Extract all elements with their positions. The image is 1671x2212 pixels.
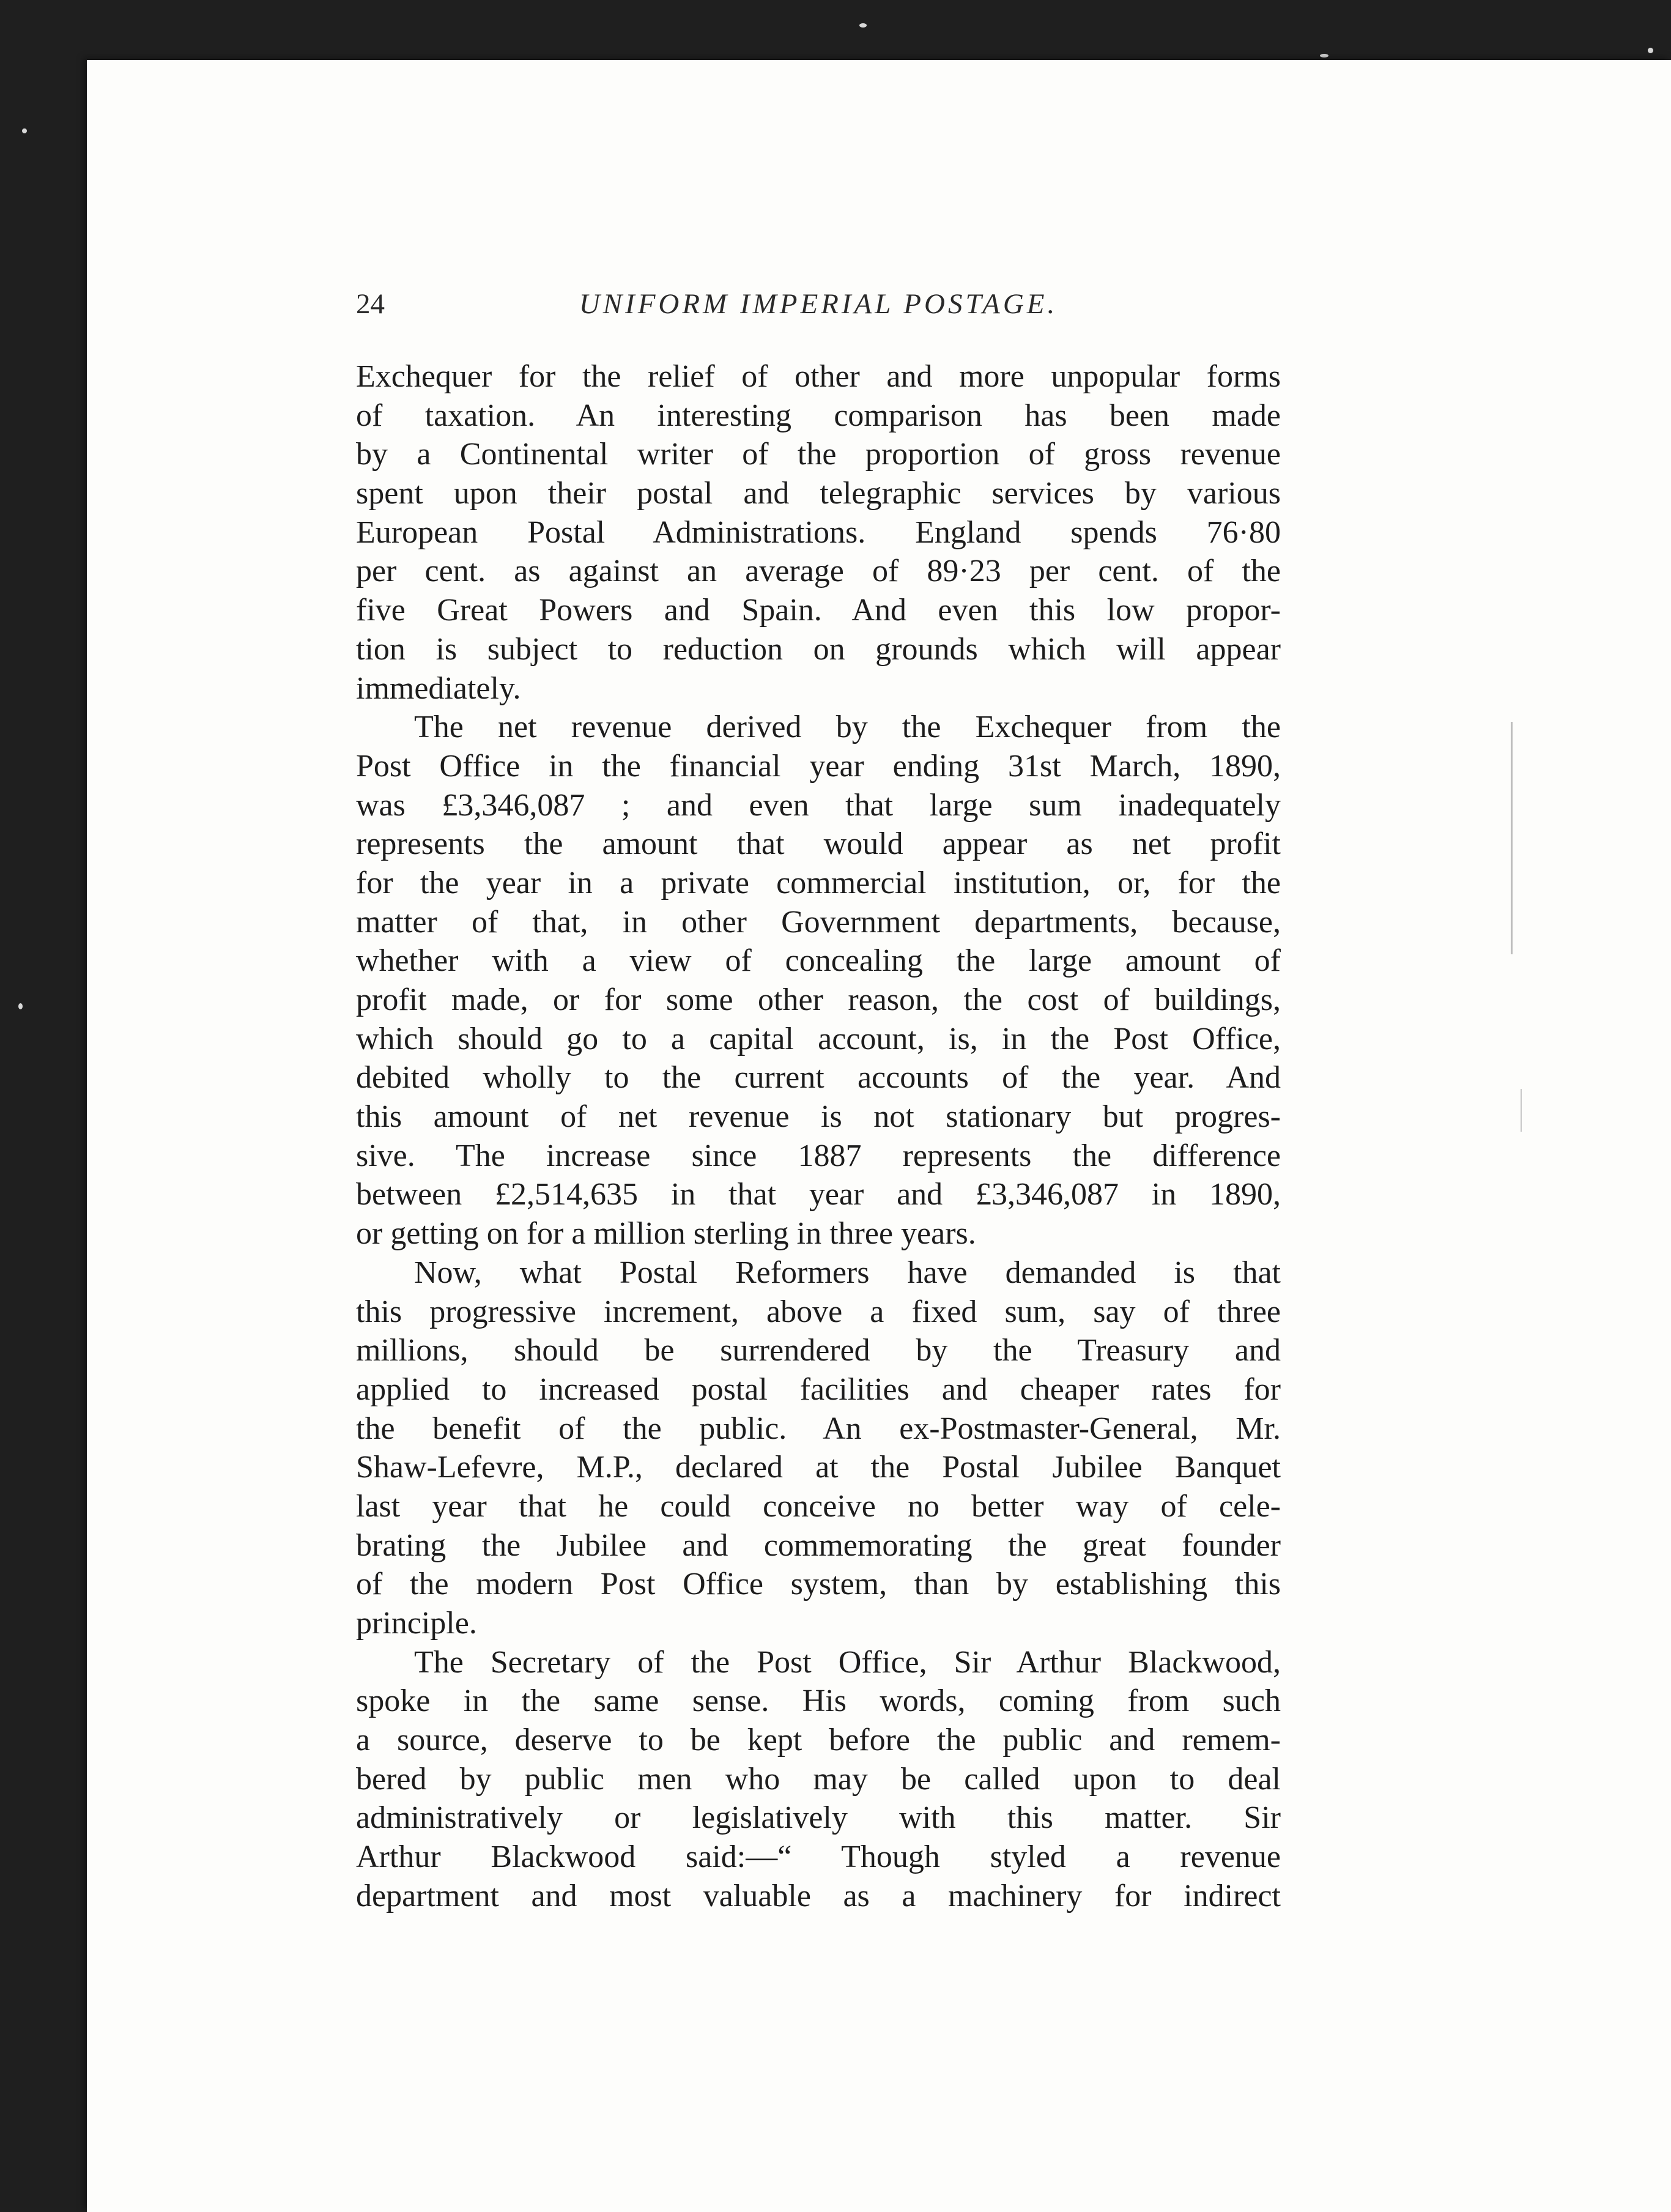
text-line: of taxation. An interesting comparison has been made: [356, 398, 1281, 433]
text-line: The net revenue derived by the Exchequer from the: [414, 710, 1281, 745]
text-line: represents the amount that would appear as net profit: [356, 826, 1281, 862]
text-line: which should go to a capital account, is, in the Post Office,: [356, 1021, 1281, 1056]
text-line: five Great Powers and Spain. And even this low propor-: [356, 593, 1281, 628]
text-line: department and most valuable as a machinery for indirect: [356, 1878, 1281, 1913]
text-line: bered by public men who may be called upon to deal: [356, 1761, 1281, 1797]
text-line: Shaw-Lefevre, M.P., declared at the Postal Jubilee Banquet: [356, 1450, 1281, 1485]
text-line: profit made, or for some other reason, the cost of buildings,: [356, 982, 1281, 1017]
dust-speck: [1320, 54, 1328, 58]
text-line: immediately.: [356, 670, 521, 706]
dust-speck: [1648, 48, 1653, 53]
text-line: debited wholly to the current accounts of the year. And: [356, 1060, 1281, 1096]
text-line: tion is subject to reduction on grounds which will appear: [356, 631, 1281, 667]
text-line: Post Office in the financial year ending 31st March, 1890,: [356, 748, 1281, 784]
text-line: by a Continental writer of the proportion of gross revenue: [356, 437, 1281, 472]
text-line: whether with a view of concealing the large amount of: [356, 943, 1281, 979]
running-head: [356, 288, 1281, 330]
body-text: [356, 357, 1281, 1916]
text-line: for the year in a private commercial institution, or, for the: [356, 865, 1281, 900]
text-line: sive. The increase since 1887 represents the difference: [356, 1138, 1281, 1173]
page-crease-mark: [1521, 1089, 1522, 1132]
text-line: administratively or legislatively with this matter. Sir: [356, 1800, 1281, 1836]
text-line: principle.: [356, 1606, 477, 1641]
text-line: or getting on for a million sterling in three years.: [356, 1216, 976, 1252]
text-line: this progressive increment, above a fixed sum, say of three: [356, 1294, 1281, 1329]
text-line: European Postal Administrations. England spends 76·80: [356, 514, 1281, 550]
text-line: millions, should be surrendered by the Treasury and: [356, 1333, 1281, 1368]
text-line: brating the Jubilee and commemorating the great founder: [356, 1527, 1281, 1563]
page-crease-mark: [1511, 722, 1513, 954]
dust-speck: [18, 1003, 23, 1009]
text-line: applied to increased postal facilities and cheaper rates for: [356, 1371, 1281, 1407]
text-line: the benefit of the public. An ex-Postmaster-General, Mr.: [356, 1411, 1281, 1446]
running-title: UNIFORM IMPERIAL POSTAGE.: [579, 288, 1058, 320]
dust-speck: [22, 128, 27, 133]
dust-speck: [859, 23, 867, 28]
text-line: matter of that, in other Government departments, because,: [356, 904, 1281, 940]
text-line: between £2,514,635 in that year and £3,346,087 in 1890,: [356, 1177, 1281, 1212]
text-line: was £3,346,087 ; and even that large sum inadequately: [356, 787, 1281, 823]
text-line: last year that he could conceive no better way of cele-: [356, 1488, 1281, 1524]
page-number: 24: [356, 288, 385, 320]
text-line: spoke in the same sense. His words, coming from such: [356, 1683, 1281, 1719]
text-line: Now, what Postal Reformers have demanded is that: [414, 1255, 1281, 1290]
text-line: a source, deserve to be kept before the public and remem-: [356, 1723, 1281, 1758]
text-line: The Secretary of the Post Office, Sir Arthur Blackwood,: [414, 1644, 1281, 1680]
text-line: Exchequer for the relief of other and more unpopular forms: [356, 359, 1281, 394]
text-line: per cent. as against an average of 89·23 per cent. of the: [356, 554, 1281, 589]
text-line: spent upon their postal and telegraphic services by various: [356, 476, 1281, 511]
text-line: Arthur Blackwood said:—“ Though styled a revenue: [356, 1839, 1281, 1875]
text-line: this amount of net revenue is not stationary but progres-: [356, 1099, 1281, 1135]
text-line: of the modern Post Office system, than by establishing this: [356, 1567, 1281, 1602]
